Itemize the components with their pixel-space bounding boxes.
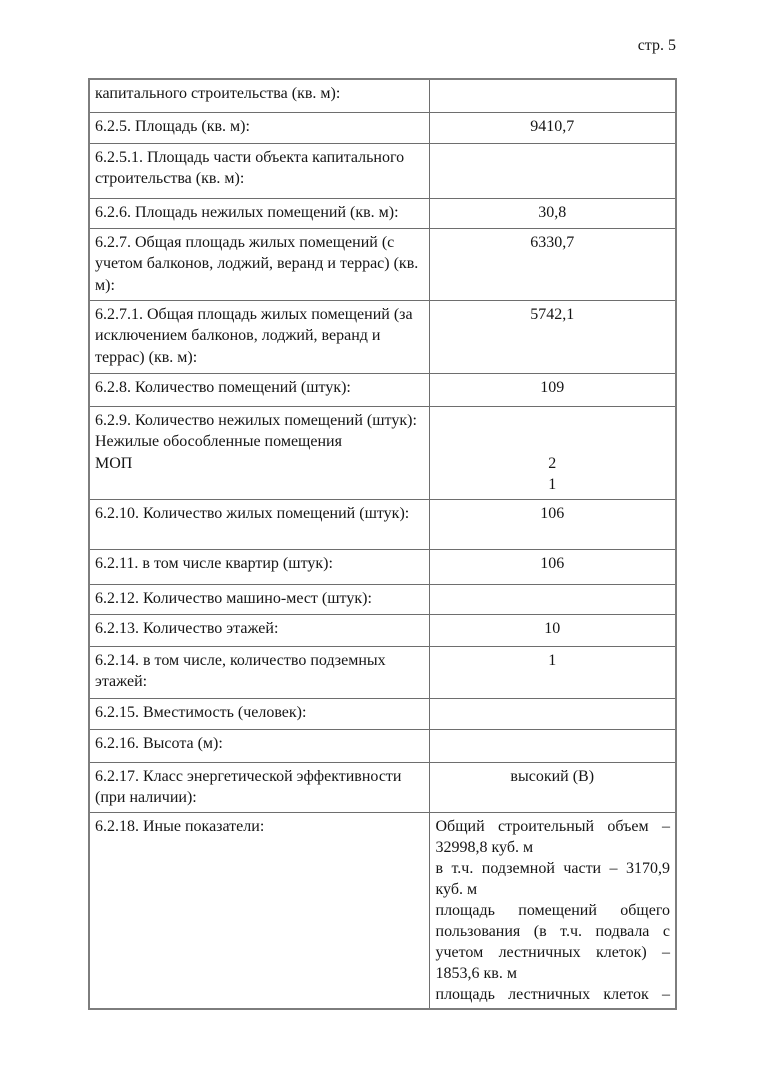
value-text-line: площадь лестничных клеток – (435, 985, 670, 1003)
object-parameters-table (88, 78, 677, 1010)
table-row (89, 79, 676, 112)
table-row (89, 549, 676, 584)
property-cell (89, 646, 429, 698)
table-row (89, 143, 676, 198)
value-text-line: Общий строительный объем – (435, 817, 670, 835)
property-cell (89, 614, 429, 646)
value-cell (429, 143, 676, 198)
property-cell (89, 198, 429, 228)
value-cell (429, 584, 676, 614)
value-cell: 5742,1 (429, 300, 676, 373)
value-cell: 109 (429, 373, 676, 406)
property-cell (89, 79, 429, 112)
value-text-line: 2 (548, 454, 557, 472)
property-cell (89, 143, 429, 198)
property-text-line: 6.2.9. Количество нежилых помещений (штук): (95, 411, 417, 429)
property-text-line: 6.2.7. Общая площадь жилых помещений (с учетом балконов, лоджий, веранд и террас) (кв. м): (95, 233, 419, 294)
property-text-line: 6.2.13. Количество этажей: (95, 619, 279, 637)
property-cell (89, 406, 429, 499)
value-cell (429, 812, 676, 1009)
property-text-line: 6.2.17. Класс энергетической эффективности (при наличии): (95, 767, 402, 806)
property-cell (89, 812, 429, 1009)
property-cell (89, 499, 429, 549)
value-text-line: учетом лестничных клеток) – (435, 943, 670, 961)
property-text-line: 6.2.5.1. Площадь части объекта капитального строительства (кв. м): (95, 148, 405, 187)
property-text-line: 6.2.6. Площадь нежилых помещений (кв. м): (95, 203, 399, 221)
value-cell: 9410,7 (429, 112, 676, 143)
table-row (89, 762, 676, 812)
value-cell: высокий (В) (429, 762, 676, 812)
property-text-line: 6.2.14. в том числе, количество подземных этажей: (95, 651, 386, 690)
value-text-line: куб. м (435, 880, 478, 898)
table-row (89, 198, 676, 228)
table-row (89, 614, 676, 646)
value-cell (429, 79, 676, 112)
property-text-line: 6.2.18. Иные показатели: (95, 817, 265, 835)
value-text-line (435, 431, 671, 453)
table-row (89, 499, 676, 549)
table-row (89, 228, 676, 300)
property-text-line: 6.2.5. Площадь (кв. м): (95, 117, 250, 135)
property-cell (89, 698, 429, 729)
table-row (89, 646, 676, 698)
value-cell (429, 406, 676, 499)
table-row (89, 584, 676, 614)
property-cell (89, 112, 429, 143)
property-text-line: капитального строительства (кв. м): (95, 85, 341, 102)
value-cell: 1 (429, 646, 676, 698)
property-cell (89, 762, 429, 812)
value-cell: 10 (429, 614, 676, 646)
table-row (89, 812, 676, 1009)
property-cell (89, 729, 429, 762)
property-cell (89, 228, 429, 300)
property-text-line: 6.2.7.1. Общая площадь жилых помещений (за исключением балконов, лоджий, веранд и террас) (кв. м): (95, 305, 413, 366)
value-cell: 30,8 (429, 198, 676, 228)
value-text-line (435, 410, 671, 432)
property-text-line: 6.2.12. Количество машино-мест (штук): (95, 589, 372, 607)
property-text-line: 6.2.10. Количество жилых помещений (штук): (95, 504, 410, 522)
value-text-line: площадь помещений общего (435, 901, 670, 919)
table-row (89, 112, 676, 143)
page-number: стр. 5 (637, 37, 676, 54)
property-text-line: 6.2.8. Количество помещений (штук): (95, 378, 351, 396)
value-cell: 106 (429, 549, 676, 584)
value-cell (429, 729, 676, 762)
property-text-line: 6.2.15. Вместимость (человек): (95, 703, 307, 721)
value-cell (429, 698, 676, 729)
table-row (89, 406, 676, 499)
property-text-line: МОП (95, 454, 133, 472)
property-text-line: 6.2.16. Высота (м): (95, 734, 223, 752)
property-text-line: 6.2.11. в том числе квартир (штук): (95, 554, 333, 572)
table-row (89, 729, 676, 762)
value-text-line: 1853,6 кв. м (435, 964, 517, 982)
property-cell (89, 373, 429, 406)
property-cell (89, 300, 429, 373)
table-row (89, 300, 676, 373)
property-cell (89, 584, 429, 614)
value-text-line: в т.ч. подземной части – 3170,9 (435, 859, 670, 877)
value-text-line: 1 (548, 476, 557, 493)
table-row (89, 373, 676, 406)
value-text-line: 32998,8 куб. м (435, 838, 534, 856)
table-row (89, 698, 676, 729)
value-text-line: пользования (в т.ч. подвала с (435, 922, 670, 940)
property-cell (89, 549, 429, 584)
value-cell: 106 (429, 499, 676, 549)
spec-table-body (89, 79, 676, 1009)
property-text-line: Нежилые обособленные помещения (95, 433, 342, 450)
value-cell: 6330,7 (429, 228, 676, 300)
